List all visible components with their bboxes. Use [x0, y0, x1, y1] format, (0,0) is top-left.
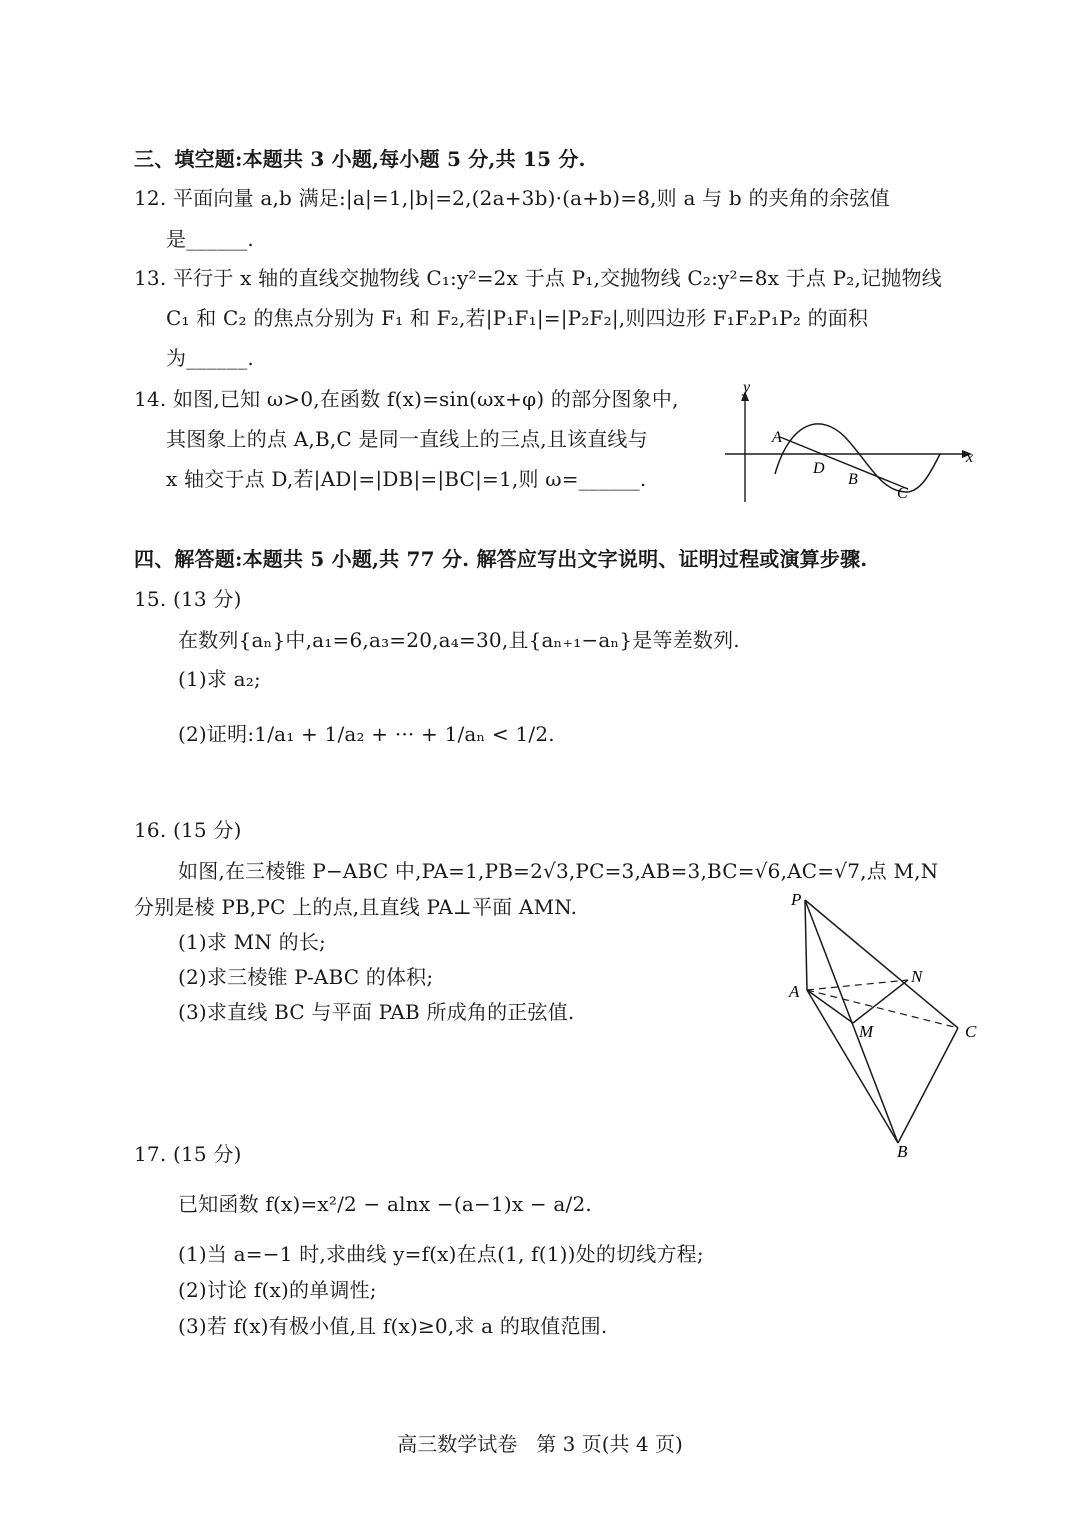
q14-sine-figure — [720, 382, 990, 507]
label-B: B — [897, 1142, 908, 1161]
label-N: N — [911, 967, 923, 986]
q15-part-2: (2)证明:1/a₁ + 1/a₂ + ··· + 1/aₙ < 1/2. — [178, 722, 555, 746]
q15-part-1: (1)求 a₂; — [178, 667, 261, 691]
label-A: A — [772, 429, 782, 446]
q16-title: 16. (15 分) — [134, 818, 242, 842]
edge-AB — [807, 990, 898, 1143]
segment-AN-hidden — [807, 980, 908, 990]
segment-MN — [853, 980, 908, 1023]
label-P: P — [791, 890, 802, 909]
q16-part-3: (3)求直线 BC 与平面 PAB 所成角的正弦值. — [178, 1000, 575, 1024]
q16-stem-1: 如图,在三棱锥 P−ABC 中,PA=1,PB=2√3,PC=3,AB=3,BC=√6,AC=√7,点 M,N — [178, 859, 939, 883]
label-M: M — [859, 1022, 874, 1041]
edge-CB — [898, 1028, 958, 1143]
q14-line-2: 其图象上的点 A,B,C 是同一直线上的三点,且该直线与 — [166, 427, 648, 451]
q13-line-3: 为______. — [166, 346, 254, 370]
q15-title: 15. (13 分) — [134, 587, 242, 611]
q16-part-1: (1)求 MN 的长; — [178, 930, 326, 954]
q17-part-1: (1)当 a=−1 时,求曲线 y=f(x)在点(1, f(1))处的切线方程; — [178, 1242, 704, 1266]
q15-stem: 在数列{aₙ}中,a₁=6,a₃=20,a₄=30,且{aₙ₊₁−aₙ}是等差数列. — [178, 628, 740, 652]
q14-line-3: x 轴交于点 D,若|AD|=|DB|=|BC|=1,则 ω=______. — [166, 467, 647, 491]
page-footer: 高三数学试卷 第 3 页(共 4 页) — [397, 1432, 683, 1456]
q13-line-1: 13. 平行于 x 轴的直线交抛物线 C₁:y²=2x 于点 P₁,交抛物线 C₂:y²=8x 于点 P₂,记抛物线 — [134, 266, 942, 290]
q17-title: 17. (15 分) — [134, 1142, 242, 1166]
section-4-header: 四、解答题:本题共 5 小题,共 77 分. 解答应写出文字说明、证明过程或演算步骤. — [134, 547, 868, 571]
q13-line-2: C₁ 和 C₂ 的焦点分别为 F₁ 和 F₂,若|P₁F₁|=|P₂F₂|,则四边形 F₁F₂P₁P₂ 的面积 — [166, 306, 869, 330]
q17-part-3: (3)若 f(x)有极小值,且 f(x)≥0,求 a 的取值范围. — [178, 1314, 608, 1338]
label-A: A — [789, 982, 800, 1001]
label-D: D — [813, 460, 825, 477]
y-axis-label: y — [743, 382, 751, 396]
q16-part-2: (2)求三棱锥 P-ABC 的体积; — [178, 965, 434, 989]
q12-line-2: 是______. — [166, 227, 254, 251]
q16-stem-2: 分别是棱 PB,PC 上的点,且直线 PA⊥平面 AMN. — [134, 895, 578, 919]
x-axis-label: x — [966, 449, 974, 466]
label-C: C — [897, 485, 908, 502]
line-through-ADBC — [780, 437, 908, 489]
q12-line-1: 12. 平面向量 a,b 满足:|a|=1,|b|=2,(2a+3b)·(a+b)=8,则 a 与 b 的夹角的余弦值 — [134, 186, 890, 210]
q17-part-2: (2)讨论 f(x)的单调性; — [178, 1278, 377, 1302]
section-3-header: 三、填空题:本题共 3 小题,每小题 5 分,共 15 分. — [134, 147, 586, 171]
edge-PA — [805, 900, 807, 990]
label-C: C — [965, 1022, 977, 1041]
q14-line-1: 14. 如图,已知 ω>0,在函数 f(x)=sin(ωx+φ) 的部分图象中, — [134, 387, 679, 411]
q17-stem: 已知函数 f(x)=x²/2 − alnx −(a−1)x − a/2. — [178, 1192, 592, 1216]
q16-tetrahedron-figure — [775, 885, 990, 1165]
label-B: B — [848, 471, 858, 488]
